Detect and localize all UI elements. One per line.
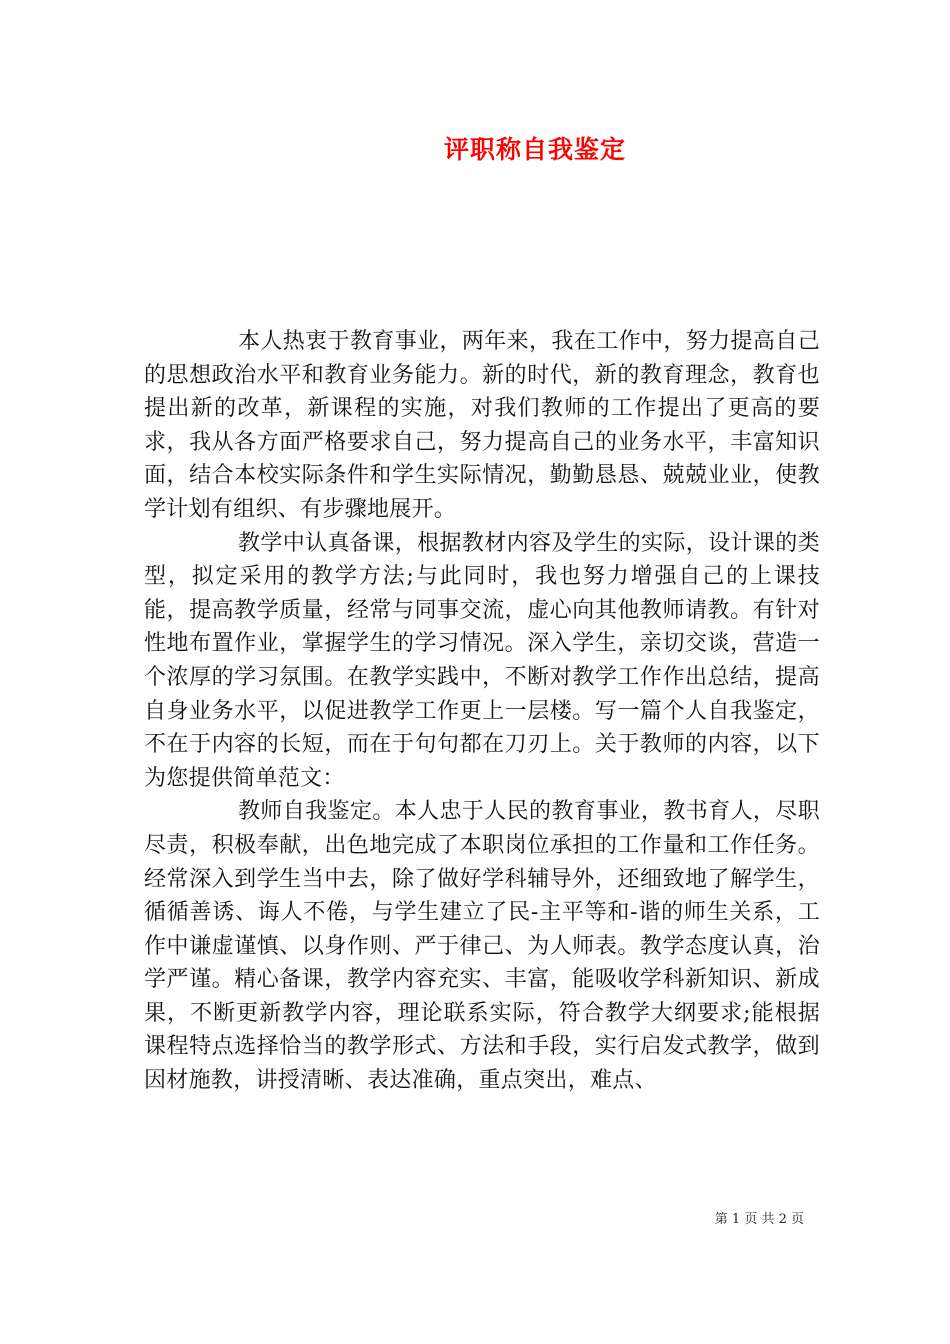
document-body xyxy=(144,325,820,1098)
page-number: 第 1 页 共 2 页 xyxy=(714,1212,804,1227)
paragraph-1: 本人热衷于教育事业，两年来，我在工作中，努力提高自己的思想政治水平和教育业务能力。新的时代，新的教育理念，教育也提出新的改革，新课程的实施，对我们教师的工作提出了更高的要求，我从各方面严格要求自己，努力提高自己的业务水平，丰富知识面，结合本校实际条件和学生实际情况，勤勤恳恳、兢兢业业，使教学计划有组织、有步骤地展开。 xyxy=(144,329,820,522)
paragraph-2: 教学中认真备课，根据教材内容及学生的实际，设计课的类型，拟定采用的教学方法;与此同时，我也努力增强自己的上课技能，提高教学质量，经常与同事交流，虚心向其他教师请教。有针对性地布置作业，掌握学生的学习情况。深入学生，亲切交谈，营造一个浓厚的学习氛围。在教学实践中，不断对教学工作作出总结，提高自身业务水平，以促进教学工作更上一层楼。写一篇个人自我鉴定，不在于内容的长短，而在于句句都在刀刃上。关于教师的内容，以下为您提供简单范文： xyxy=(144,530,820,791)
paragraph-3: 教师自我鉴定。本人忠于人民的教育事业，教书育人，尽职尽责，积极奉献，出色地完成了本职岗位承担的工作量和工作任务。经常深入到学生当中去，除了做好学科辅导外，还细致地了解学生，循循善诱、诲人不倦，与学生建立了民-主平等和-谐的师生关系，工作中谦虚谨慎、以身作则、严于律己、为人师表。教学态度认真，治学严谨。精心备课，教学内容充实、丰富，能吸收学科新知识、新成果，不断更新教学内容，理论联系实际，符合教学大纲要求;能根据课程特点选择恰当的教学形式、方法和手段，实行启发式教学，做到因材施教，讲授清晰、表达准确，重点突出，难点、 xyxy=(144,799,820,1094)
page-title: 评职称自我鉴定 xyxy=(443,135,626,164)
